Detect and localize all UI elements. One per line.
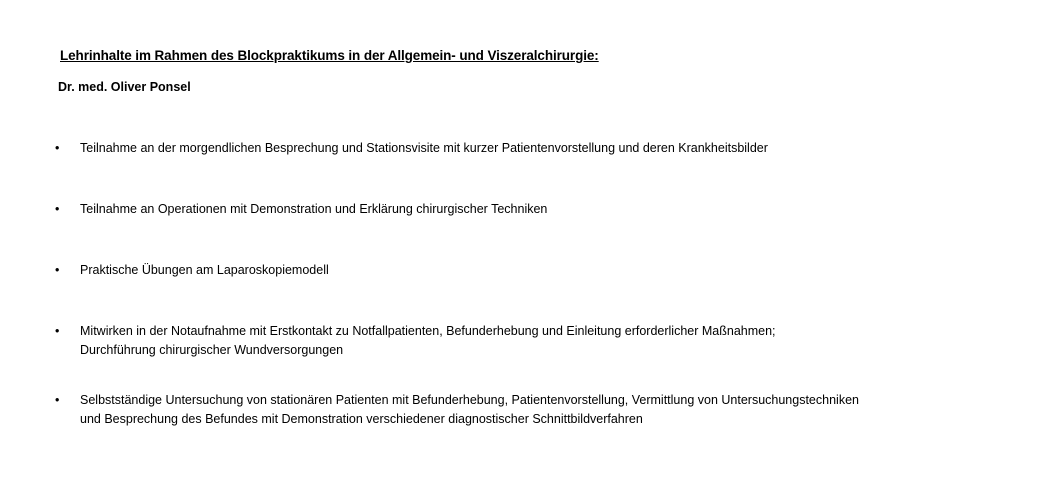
- list-item-text: Mitwirken in der Notaufnahme mit Erstkontakt zu Notfallpatienten, Befunderhebung und Einleitung erforderlicher Maßnahmen; Durchführung chirurgischer Wundversorgungen: [80, 324, 776, 357]
- list-item: [54, 391, 1014, 429]
- list-item: [54, 139, 1014, 158]
- list-item: [54, 261, 1014, 280]
- list-item: [54, 200, 1014, 219]
- bullet-icon: •: [55, 141, 60, 155]
- document-author: Dr. med. Oliver Ponsel: [58, 80, 191, 94]
- list-item-text: Praktische Übungen am Laparoskopiemodell: [80, 263, 329, 277]
- list-item-text: Teilnahme an der morgendlichen Besprechung und Stationsvisite mit kurzer Patientenvorstellung und deren Krankheitsbilder: [80, 141, 768, 155]
- list-item-text: Selbstständige Untersuchung von stationären Patienten mit Befunderhebung, Patientenvorstellung, Vermittlung von Untersuchungstechniken und Besprechung des Befundes mit Demonstration verschiedener diagnostischer Schnittbildverfahren: [80, 393, 859, 426]
- bullet-icon: •: [55, 202, 60, 216]
- bullet-icon: •: [55, 324, 60, 338]
- bullet-icon: •: [55, 393, 60, 407]
- list-item: [54, 322, 1014, 360]
- document-title: Lehrinhalte im Rahmen des Blockpraktikums in der Allgemein- und Viszeralchirurgie:: [60, 48, 599, 63]
- bullet-icon: •: [55, 263, 60, 277]
- list-item-text: Teilnahme an Operationen mit Demonstration und Erklärung chirurgischer Techniken: [80, 202, 548, 216]
